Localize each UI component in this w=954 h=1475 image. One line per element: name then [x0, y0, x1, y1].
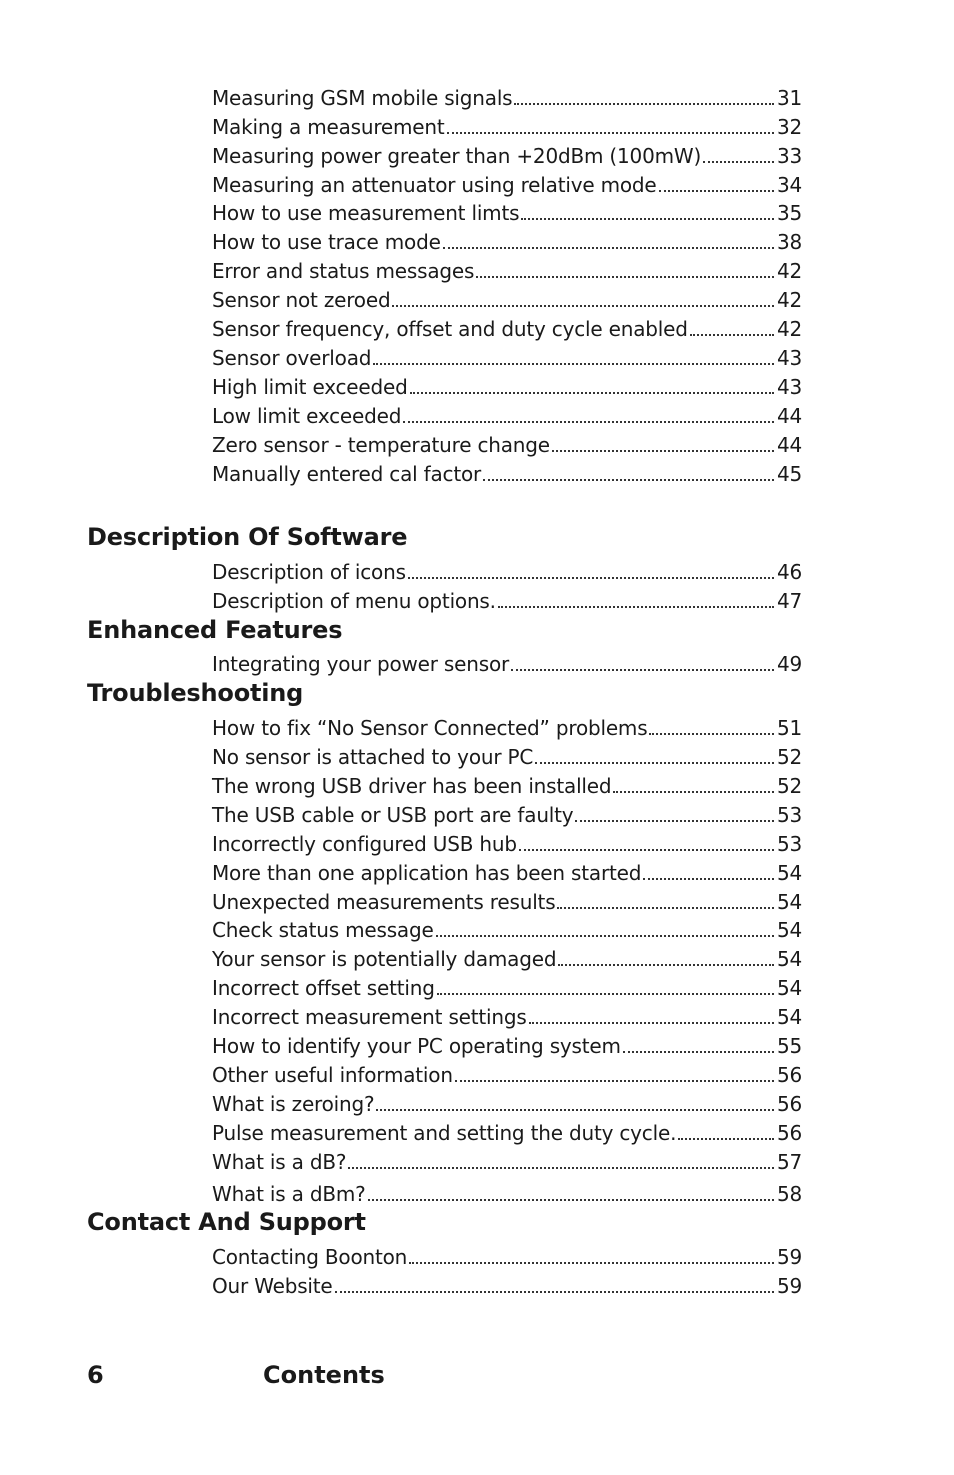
toc-entry[interactable] [212, 1059, 802, 1087]
toc-entry[interactable] [212, 1117, 802, 1145]
toc-entry-page: 51 [776, 716, 802, 740]
toc-entry-page: 44 [776, 433, 802, 457]
toc-entry-page: 33 [776, 144, 802, 168]
dot-leader [519, 849, 774, 851]
toc-entry[interactable] [212, 458, 802, 486]
toc-entry-title: Contacting Boonton [212, 1245, 408, 1269]
dot-leader [376, 1109, 774, 1111]
toc-entry-title: Zero sensor - temperature change [212, 433, 550, 457]
toc-entry[interactable] [212, 429, 802, 457]
dot-leader [373, 363, 774, 365]
dot-leader [409, 1262, 774, 1264]
toc-entry-title: Sensor frequency, offset and duty cycle enabled [212, 317, 688, 341]
toc-entry[interactable] [212, 1178, 802, 1206]
dot-leader [511, 669, 774, 671]
toc-entry-page: 43 [776, 375, 802, 399]
toc-entry[interactable] [212, 1088, 802, 1116]
toc-entry-page: 43 [776, 346, 802, 370]
section-heading: Description Of Software [87, 523, 408, 551]
toc-entry-page: 38 [776, 230, 802, 254]
toc-entry[interactable] [212, 828, 802, 856]
toc-entry[interactable] [212, 342, 802, 370]
toc-entry[interactable] [212, 712, 802, 740]
toc-entry-title: Sensor overload [212, 346, 372, 370]
dot-leader [558, 964, 774, 966]
dot-leader [368, 1199, 774, 1201]
toc-entry-title: Error and status messages [212, 259, 475, 283]
footer-title: Contents [263, 1361, 385, 1389]
toc-entry-title: No sensor is attached to your PC [212, 745, 534, 769]
toc-entry-title: Low limit exceeded [212, 404, 402, 428]
toc-entry-title: Measuring GSM mobile signals [212, 86, 513, 110]
toc-entry-title: More than one application has been started [212, 861, 642, 885]
toc-entry-title: Other useful information [212, 1063, 453, 1087]
toc-entry-title: How to use measurement limts [212, 201, 520, 225]
toc-entry-title: Check status message [212, 918, 434, 942]
toc-entry-title: What is a dBm? [212, 1182, 366, 1206]
dot-leader [335, 1291, 774, 1293]
dot-leader [557, 907, 774, 909]
toc-entry-page: 44 [776, 404, 802, 428]
toc-entry[interactable] [212, 741, 802, 769]
toc-entry-title: Integrating your power sensor [212, 652, 510, 676]
dot-leader [514, 103, 774, 105]
toc-entry[interactable] [212, 169, 802, 197]
toc-entry-title: Measuring an attenuator using relative mode [212, 173, 657, 197]
toc-entry[interactable] [212, 943, 802, 971]
toc-entry[interactable] [212, 886, 802, 914]
toc-entry[interactable] [212, 914, 802, 942]
toc-entry-page: 53 [776, 803, 802, 827]
toc-entry-title: The wrong USB driver has been installed [212, 774, 612, 798]
toc-entry[interactable] [212, 556, 802, 584]
dot-leader [703, 161, 774, 163]
toc-entry-page: 54 [776, 861, 802, 885]
toc-entry-title: How to identify your PC operating system [212, 1034, 621, 1058]
toc-entry-title: Description of icons [212, 560, 406, 584]
toc-entry[interactable] [212, 1030, 802, 1058]
toc-entry-title: Incorrect offset setting [212, 976, 435, 1000]
dot-leader [447, 132, 774, 134]
toc-entry[interactable] [212, 972, 802, 1000]
dot-leader [498, 606, 774, 608]
toc-entry-title: Our Website [212, 1274, 333, 1298]
toc-entry[interactable] [212, 371, 802, 399]
toc-entry-page: 47 [776, 589, 802, 613]
toc-entry-page: 46 [776, 560, 802, 584]
toc-entry-page: 52 [776, 745, 802, 769]
toc-entry[interactable] [212, 197, 802, 225]
section-heading: Troubleshooting [87, 679, 304, 707]
toc-entry-title: How to fix “No Sensor Connected” problems [212, 716, 648, 740]
toc-entry[interactable] [212, 313, 802, 341]
dot-leader [690, 334, 774, 336]
dot-leader [403, 421, 774, 423]
toc-entry-page: 57 [776, 1150, 802, 1174]
dot-leader [348, 1167, 774, 1169]
toc-entry-page: 42 [776, 259, 802, 283]
dot-leader [437, 993, 774, 995]
toc-entry-page: 53 [776, 832, 802, 856]
dot-leader [643, 878, 774, 880]
toc-entry-page: 35 [776, 201, 802, 225]
toc-entry[interactable] [212, 770, 802, 798]
toc-entry[interactable] [212, 255, 802, 283]
toc-entry-title: Incorrect measurement settings [212, 1005, 527, 1029]
dot-leader [521, 218, 774, 220]
dot-leader [392, 305, 773, 307]
toc-entry-page: 54 [776, 890, 802, 914]
toc-entry-title: What is zeroing? [212, 1092, 375, 1116]
toc-entry-page: 55 [776, 1034, 802, 1058]
dot-leader [535, 762, 774, 764]
toc-entry-page: 59 [776, 1274, 802, 1298]
dot-leader [443, 247, 774, 249]
toc-entry-page: 56 [776, 1063, 802, 1087]
dot-leader [529, 1022, 774, 1024]
toc-entry[interactable] [212, 284, 802, 312]
dot-leader [408, 577, 774, 579]
toc-entry[interactable] [212, 1241, 802, 1269]
dot-leader [483, 479, 774, 481]
toc-entry-title: Description of menu options. [212, 589, 496, 613]
toc-entry[interactable] [212, 1270, 802, 1298]
dot-leader [575, 820, 774, 822]
toc-entry-title: How to use trace mode [212, 230, 441, 254]
section-heading: Enhanced Features [87, 616, 343, 644]
toc-entry-page: 54 [776, 1005, 802, 1029]
toc-entry[interactable] [212, 226, 802, 254]
toc-entry-page: 42 [776, 317, 802, 341]
toc-entry-title: Making a measurement [212, 115, 445, 139]
dot-leader [410, 392, 774, 394]
toc-entry-title: The USB cable or USB port are faulty [212, 803, 574, 827]
dot-leader [436, 935, 774, 937]
dot-leader [476, 276, 774, 278]
toc-entry-page: 32 [776, 115, 802, 139]
toc-entry-page: 34 [776, 173, 802, 197]
toc-entry-page: 54 [776, 976, 802, 1000]
toc-entry-page: 52 [776, 774, 802, 798]
toc-entry[interactable] [212, 648, 802, 676]
dot-leader [613, 791, 774, 793]
dot-leader [659, 190, 774, 192]
toc-entry[interactable] [212, 111, 802, 139]
section-heading: Contact And Support [87, 1208, 366, 1236]
toc-entry[interactable] [212, 857, 802, 885]
toc-entry-title: Unexpected measurements results [212, 890, 556, 914]
toc-entry-page: 42 [776, 288, 802, 312]
toc-entry-title: Measuring power greater than +20dBm (100mW) [212, 144, 702, 168]
toc-entry-title: Manually entered cal factor [212, 462, 482, 486]
toc-entry[interactable] [212, 1001, 802, 1029]
toc-entry-page: 59 [776, 1245, 802, 1269]
toc-entry[interactable] [212, 140, 802, 168]
dot-leader [678, 1138, 774, 1140]
toc-entry-page: 58 [776, 1182, 802, 1206]
toc-entry[interactable] [212, 585, 802, 613]
toc-entry[interactable] [212, 82, 802, 110]
toc-entry-title: Incorrectly configured USB hub [212, 832, 517, 856]
dot-leader [552, 450, 774, 452]
toc-entry-page: 56 [776, 1121, 802, 1145]
toc-entry-page: 54 [776, 947, 802, 971]
toc-entry-page: 49 [776, 652, 802, 676]
toc-entry-title: What is a dB? [212, 1150, 347, 1174]
toc-entry-page: 54 [776, 918, 802, 942]
toc-entry[interactable] [212, 1146, 802, 1174]
dot-leader [455, 1080, 774, 1082]
toc-entry-page: 56 [776, 1092, 802, 1116]
toc-entry[interactable] [212, 799, 802, 827]
toc-entry-page: 31 [776, 86, 802, 110]
toc-entry-title: Sensor not zeroed [212, 288, 391, 312]
toc-entry[interactable] [212, 400, 802, 428]
dot-leader [649, 733, 774, 735]
dot-leader [623, 1051, 774, 1053]
toc-entry-page: 45 [776, 462, 802, 486]
footer-page-number: 6 [87, 1361, 104, 1389]
toc-entry-title: Pulse measurement and setting the duty cycle. [212, 1121, 677, 1145]
toc-entry-title: High limit exceeded [212, 375, 408, 399]
toc-entry-title: Your sensor is potentially damaged [212, 947, 557, 971]
